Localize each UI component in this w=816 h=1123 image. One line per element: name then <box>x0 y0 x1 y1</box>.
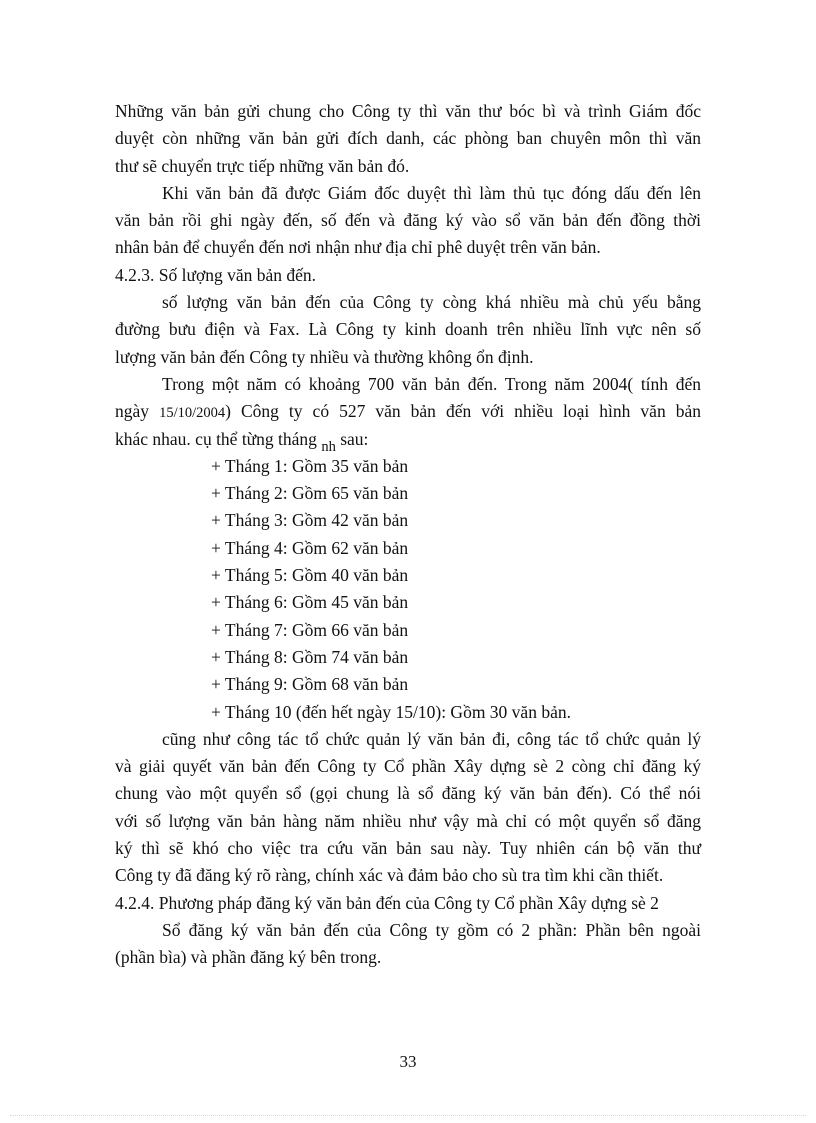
text-fragment: khác nhau. cụ thể từng tháng <box>115 428 317 449</box>
text-fragment: ) Công ty có 527 văn bản đến với nhiều loại hình văn bản <box>225 401 701 422</box>
paragraph-line: Khi văn bản đã được Giám đốc duyệt thì làm thủ tục đóng dấu đến lên <box>162 182 701 203</box>
text-fragment: sau: <box>340 428 369 449</box>
paragraph-line <box>115 426 701 453</box>
list-item: + Tháng 1: Gồm 35 văn bản <box>211 455 409 476</box>
paragraph-line: nhân bản để chuyển đến nơi nhận như địa chỉ phê duyệt trên văn bản. <box>115 237 601 258</box>
list-item: + Tháng 7: Gồm 66 văn bản <box>211 619 409 640</box>
paragraph-line: thư sẽ chuyển trực tiếp những văn bản đó. <box>115 155 410 176</box>
paragraph-line: Những văn bản gửi chung cho Công ty thì văn thư bóc bì và trình Giám đốc <box>115 101 701 121</box>
paragraph-line: đường bưu điện và Fax. Là Công ty kinh doanh trên nhiều lĩnh vực nên số <box>115 319 701 340</box>
paragraph-line: chung vào một quyển sổ (gọi chung là sổ đăng ký văn bản đến). Có thể nói <box>115 783 701 804</box>
paragraph-line: (phần bìa) và phần đăng ký bên trong. <box>115 947 382 968</box>
paragraph-line: văn bản rồi ghi ngày đến, số đến và đăng ký vào sổ văn bản đến đồng thời <box>115 210 701 231</box>
text-fragment: ngày <box>115 401 150 422</box>
paragraph-line: số lượng văn bản đến của Công ty còng khá nhiều mà chủ yếu bằng <box>162 292 701 313</box>
month-list <box>115 453 701 726</box>
list-item: + Tháng 9: Gồm 68 văn bản <box>211 674 409 695</box>
paragraph-line: ký thì sẽ khó cho việc tra cứu văn bản sau này. Tuy nhiên cán bộ văn thư <box>115 838 701 859</box>
date-fragment: 15/10/2004 <box>159 405 226 422</box>
paragraph-line: và giải quyết văn bản đến Công ty Cổ phần Xây dựng sè 2 còng chỉ đăng ký <box>115 756 701 777</box>
page-number: 33 <box>399 1052 417 1071</box>
section-heading-4-2-4: 4.2.4. Phương pháp đăng ký văn bản đến của Công ty Cổ phần Xây dựng sè 2 <box>115 892 659 913</box>
list-item: + Tháng 3: Gồm 42 văn bản <box>211 510 409 531</box>
text-fragment: nh <box>321 438 336 455</box>
list-item: + Tháng 8: Gồm 74 văn bản <box>211 646 409 667</box>
page-edge-divider <box>10 1115 806 1116</box>
list-item: + Tháng 10 (đến hết ngày 15/10): Gồm 30 văn bản. <box>211 701 571 722</box>
list-item: + Tháng 6: Gồm 45 văn bản <box>211 592 409 613</box>
paragraph-line: Sổ đăng ký văn bản đến của Công ty gồm có 2 phần: Phần bên ngoài <box>162 919 701 940</box>
paragraph-line: cũng như công tác tổ chức quản lý văn bản đi, công tác tổ chức quản lý <box>162 728 701 749</box>
section-heading-4-2-3: 4.2.3. Số lượng văn bản đến. <box>115 264 317 285</box>
paragraph-line: Công ty đã đăng ký rõ ràng, chính xác và đảm bảo cho sù tra tìm khi cần thiết. <box>115 865 664 886</box>
list-item: + Tháng 4: Gồm 62 văn bản <box>211 537 409 558</box>
paragraph-line: Trong một năm có khoảng 700 văn bản đến. Trong năm 2004( tính đến <box>162 373 701 394</box>
list-item: + Tháng 5: Gồm 40 văn bản <box>211 565 409 586</box>
paragraph-line: lượng văn bản đến Công ty nhiều và thường không ổn định. <box>115 346 534 367</box>
paragraph-line <box>115 398 701 425</box>
list-item: + Tháng 2: Gồm 65 văn bản <box>211 483 409 504</box>
paragraph-line: với số lượng văn bản hàng năm nhiều như vậy mà chỉ có một quyển sổ đăng <box>115 810 701 831</box>
page-body <box>115 98 701 972</box>
paragraph-line: duyệt còn những văn bản gửi đích danh, các phòng ban chuyên môn thì văn <box>115 128 701 149</box>
